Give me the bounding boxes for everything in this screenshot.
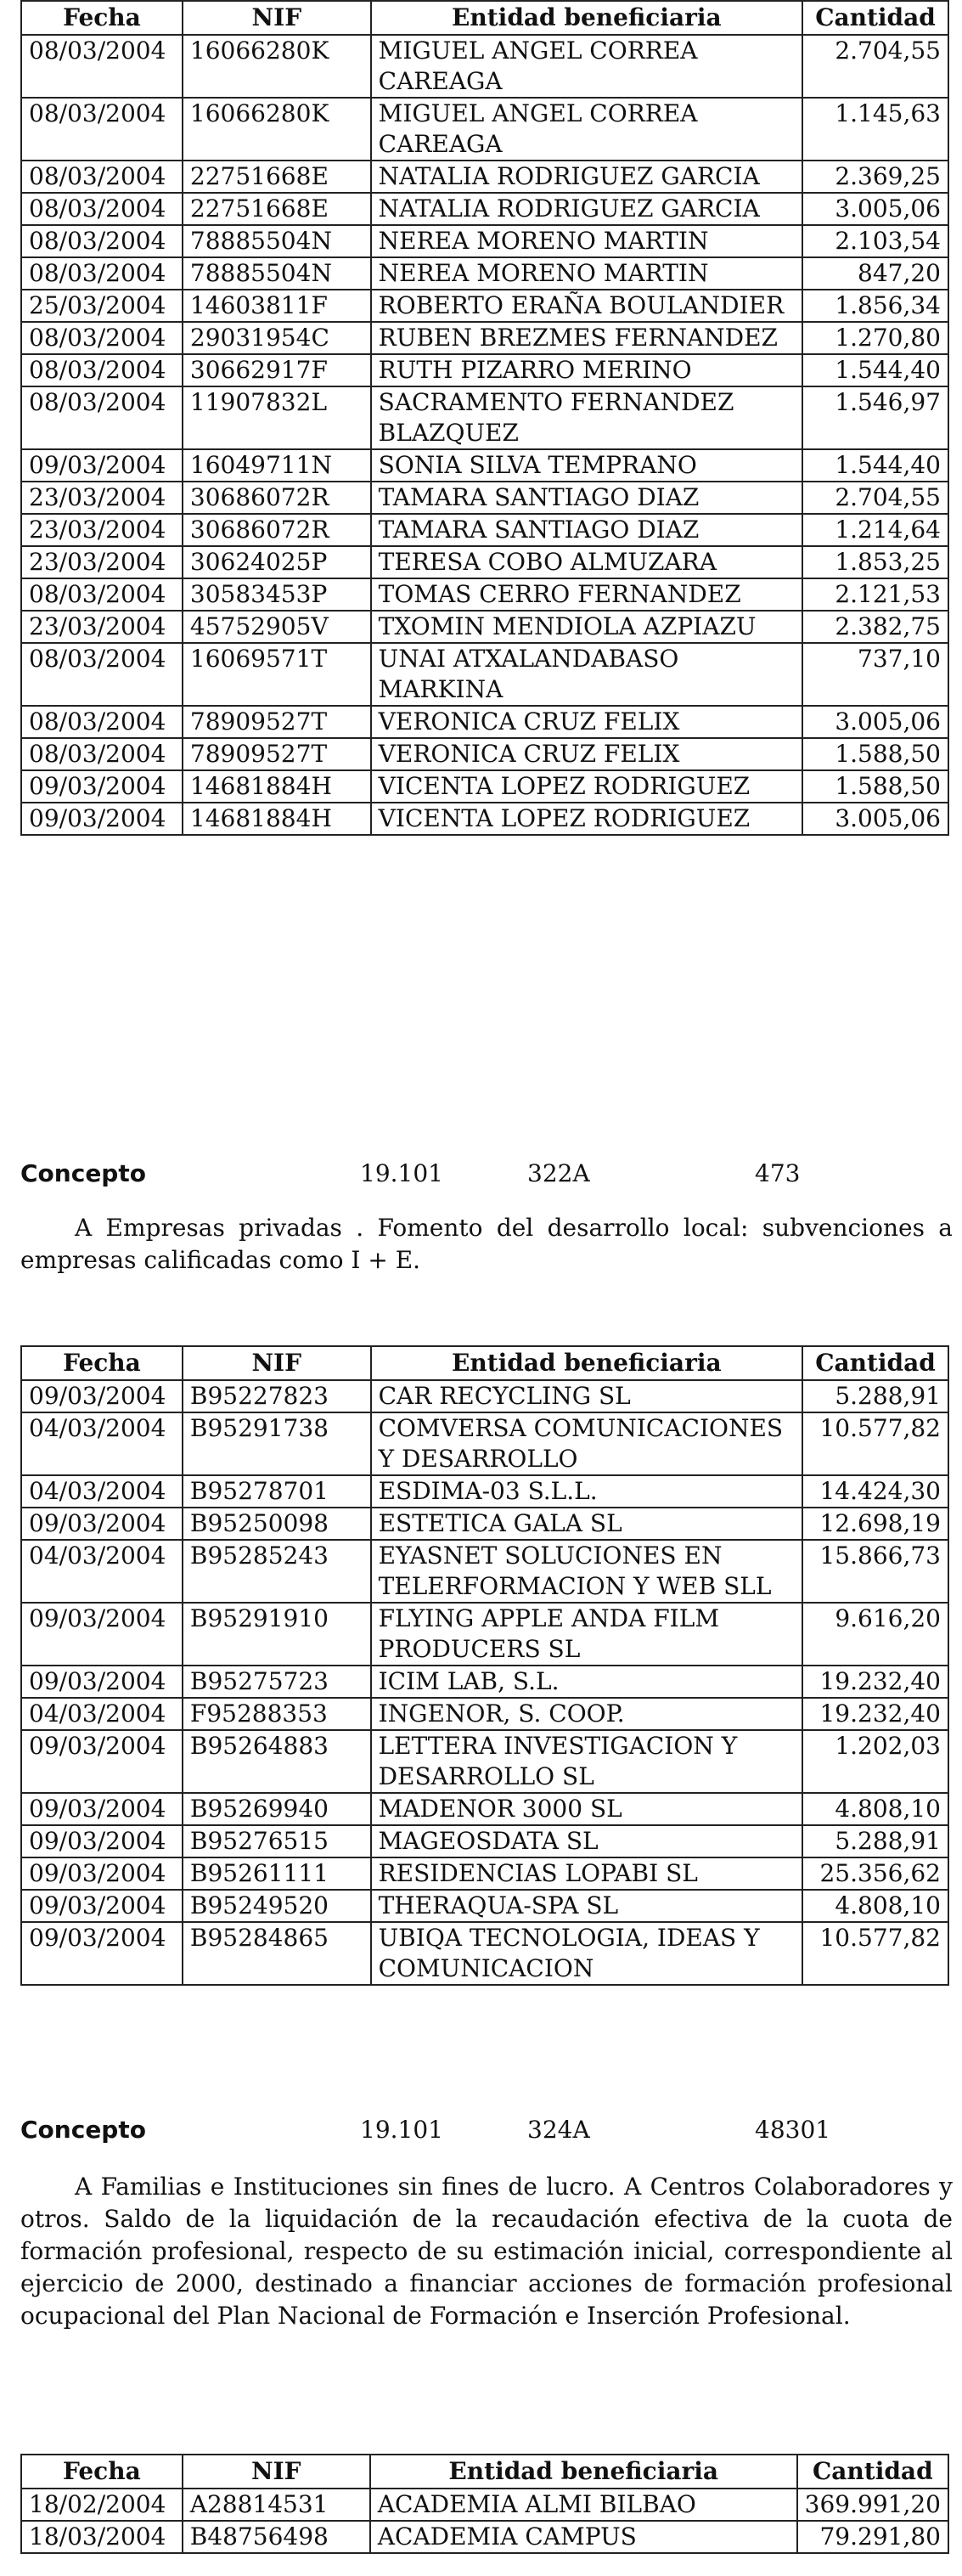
concepto-code-program: 322A	[527, 1159, 590, 1187]
cell-nif: 22751668E	[183, 193, 371, 225]
concepto-label: Concepto	[20, 1159, 146, 1187]
header-nif: NIF	[183, 1346, 371, 1380]
cell-entidad: FLYING APPLE ANDA FILM PRODUCERS SL	[371, 1603, 802, 1666]
concepto-description-1: A Empresas privadas . Fomento del desarrollo local: subvenciones a empresas calificadas como I + E.	[20, 1214, 953, 1274]
cell-fecha: 09/03/2004	[21, 1380, 183, 1412]
table-row	[21, 2521, 948, 2553]
cell-entidad: ESDIMA-03 S.L.L.	[371, 1475, 802, 1508]
cell-entidad: TERESA COBO ALMUZARA	[371, 546, 802, 578]
cell-entidad: ACADEMIA CAMPUS	[370, 2521, 797, 2553]
cell-nif: 14681884H	[183, 803, 371, 835]
table-row	[21, 482, 948, 514]
beneficiaries-table-1	[20, 0, 949, 836]
cell-entidad: TXOMIN MENDIOLA AZPIAZU	[371, 611, 802, 643]
header-cantidad: Cantidad	[802, 1346, 948, 1380]
concepto-code-item: 473	[755, 1159, 801, 1187]
header-cantidad: Cantidad	[797, 2455, 948, 2489]
header-nif: NIF	[183, 2455, 370, 2489]
concepto-code-section: 19.101	[360, 1159, 443, 1187]
header-fecha: Fecha	[21, 1346, 183, 1380]
table-row	[21, 546, 948, 578]
concepto-code-item: 48301	[755, 2116, 831, 2144]
cell-fecha: 08/03/2004	[21, 161, 183, 193]
cell-fecha: 23/03/2004	[21, 546, 183, 578]
cell-cantidad: 1.214,64	[802, 514, 948, 546]
table-row	[21, 1475, 948, 1508]
cell-nif: 78909527T	[183, 706, 371, 738]
cell-nif: 14681884H	[183, 770, 371, 803]
table-row	[21, 193, 948, 225]
table-row	[21, 1540, 948, 1603]
cell-nif: 78885504N	[183, 225, 371, 257]
cell-entidad: NEREA MORENO MARTIN	[371, 225, 802, 257]
cell-cantidad: 1.202,03	[802, 1730, 948, 1793]
table-body	[21, 35, 948, 835]
cell-nif: B95249520	[183, 1890, 371, 1922]
cell-nif: 30686072R	[183, 514, 371, 546]
table-row	[21, 1508, 948, 1540]
cell-entidad: ACADEMIA ALMI BILBAO	[370, 2489, 797, 2521]
cell-cantidad: 10.577,82	[802, 1412, 948, 1475]
concepto-label: Concepto	[20, 2116, 146, 2144]
cell-nif: 22751668E	[183, 161, 371, 193]
header-fecha: Fecha	[21, 2455, 183, 2489]
cell-nif: 45752905V	[183, 611, 371, 643]
cell-nif: 30686072R	[183, 482, 371, 514]
cell-cantidad: 737,10	[802, 643, 948, 706]
cell-entidad: SONIA SILVA TEMPRANO	[371, 449, 802, 482]
cell-entidad: COMVERSA COMUNICACIONES Y DESARROLLO	[371, 1412, 802, 1475]
cell-cantidad: 3.005,06	[802, 706, 948, 738]
cell-fecha: 25/03/2004	[21, 290, 183, 322]
cell-fecha: 23/03/2004	[21, 514, 183, 546]
cell-fecha: 09/03/2004	[21, 1922, 183, 1985]
cell-nif: B95261111	[183, 1857, 371, 1890]
table-row	[21, 354, 948, 386]
cell-entidad: INGENOR, S. COOP.	[371, 1698, 802, 1730]
table-row	[21, 738, 948, 770]
cell-nif: 16069571T	[183, 643, 371, 706]
cell-cantidad: 10.577,82	[802, 1922, 948, 1985]
cell-nif: 78909527T	[183, 738, 371, 770]
cell-cantidad: 5.288,91	[802, 1825, 948, 1857]
table-row	[21, 578, 948, 611]
cell-entidad: THERAQUA-SPA SL	[371, 1890, 802, 1922]
cell-cantidad: 2.704,55	[802, 482, 948, 514]
table-row	[21, 161, 948, 193]
cell-fecha: 09/03/2004	[21, 1666, 183, 1698]
table-row	[21, 257, 948, 290]
cell-cantidad: 3.005,06	[802, 803, 948, 835]
cell-cantidad: 12.698,19	[802, 1508, 948, 1540]
beneficiaries-table-3	[20, 2454, 949, 2554]
cell-fecha: 08/03/2004	[21, 98, 183, 161]
cell-cantidad: 19.232,40	[802, 1698, 948, 1730]
concepto-description-2: A Familias e Instituciones sin fines de lucro. A Centros Colaboradores y otros. Saldo de la liquidación de la recaudación efectiva de la cuota de formación profesional, respecto de su estimación inicial, correspondiente al ejercicio de 2000, destinado a financiar acciones de formación profesional ocupacional del Plan Nacional de Formación e Inserción Profesional.	[20, 2173, 953, 2330]
cell-cantidad: 5.288,91	[802, 1380, 948, 1412]
cell-cantidad: 3.005,06	[802, 193, 948, 225]
cell-fecha: 18/03/2004	[21, 2521, 183, 2553]
table-row	[21, 449, 948, 482]
cell-entidad: UBIQA TECNOLOGIA, IDEAS Y COMUNICACION	[371, 1922, 802, 1985]
cell-entidad: TAMARA SANTIAGO DIAZ	[371, 514, 802, 546]
cell-cantidad: 1.856,34	[802, 290, 948, 322]
cell-nif: A28814531	[183, 2489, 370, 2521]
cell-fecha: 09/03/2004	[21, 1857, 183, 1890]
cell-entidad: ESTETICA GALA SL	[371, 1508, 802, 1540]
header-entidad: Entidad beneficiaria	[371, 1346, 802, 1380]
cell-cantidad: 847,20	[802, 257, 948, 290]
cell-nif: B95276515	[183, 1825, 371, 1857]
cell-fecha: 08/03/2004	[21, 193, 183, 225]
cell-cantidad: 79.291,80	[797, 2521, 948, 2553]
cell-fecha: 08/03/2004	[21, 354, 183, 386]
header-entidad: Entidad beneficiaria	[370, 2455, 797, 2489]
cell-fecha: 09/03/2004	[21, 1508, 183, 1540]
cell-entidad: VICENTA LOPEZ RODRIGUEZ	[371, 803, 802, 835]
cell-nif: B95285243	[183, 1540, 371, 1603]
cell-entidad: VERONICA CRUZ FELIX	[371, 738, 802, 770]
cell-cantidad: 1.544,40	[802, 449, 948, 482]
cell-fecha: 09/03/2004	[21, 1793, 183, 1825]
cell-nif: 16066280K	[183, 35, 371, 98]
cell-fecha: 04/03/2004	[21, 1412, 183, 1475]
cell-fecha: 08/03/2004	[21, 578, 183, 611]
cell-entidad: ROBERTO ERAÑA BOULANDIER	[371, 290, 802, 322]
cell-nif: B95278701	[183, 1475, 371, 1508]
cell-nif: 16049711N	[183, 449, 371, 482]
cell-cantidad: 2.704,55	[802, 35, 948, 98]
table-row	[21, 1412, 948, 1475]
cell-fecha: 08/03/2004	[21, 225, 183, 257]
cell-nif: B95291738	[183, 1412, 371, 1475]
table-row	[21, 1922, 948, 1985]
cell-nif: B95264883	[183, 1730, 371, 1793]
cell-cantidad: 369.991,20	[797, 2489, 948, 2521]
cell-fecha: 09/03/2004	[21, 449, 183, 482]
cell-cantidad: 14.424,30	[802, 1475, 948, 1508]
cell-fecha: 09/03/2004	[21, 1730, 183, 1793]
cell-entidad: ICIM LAB, S.L.	[371, 1666, 802, 1698]
cell-fecha: 09/03/2004	[21, 1890, 183, 1922]
cell-fecha: 18/02/2004	[21, 2489, 183, 2521]
concepto-code-program: 324A	[527, 2116, 590, 2144]
table-row	[21, 98, 948, 161]
cell-fecha: 09/03/2004	[21, 1603, 183, 1666]
table-row	[21, 514, 948, 546]
table-row	[21, 386, 948, 449]
cell-fecha: 09/03/2004	[21, 1825, 183, 1857]
header-fecha: Fecha	[21, 1, 183, 35]
cell-entidad: RESIDENCIAS LOPABI SL	[371, 1857, 802, 1890]
table-header-row	[21, 1, 948, 35]
cell-fecha: 08/03/2004	[21, 738, 183, 770]
table-row	[21, 706, 948, 738]
table-header-row	[21, 1346, 948, 1380]
cell-entidad: NATALIA RODRIGUEZ GARCIA	[371, 161, 802, 193]
table-header-row	[21, 2455, 948, 2489]
cell-nif: B48756498	[183, 2521, 370, 2553]
cell-nif: B95227823	[183, 1380, 371, 1412]
cell-fecha: 04/03/2004	[21, 1475, 183, 1508]
cell-fecha: 08/03/2004	[21, 643, 183, 706]
table-row	[21, 643, 948, 706]
cell-entidad: MIGUEL ANGEL CORREA CAREAGA	[371, 98, 802, 161]
table-row	[21, 35, 948, 98]
cell-fecha: 04/03/2004	[21, 1540, 183, 1603]
cell-fecha: 08/03/2004	[21, 257, 183, 290]
cell-cantidad: 15.866,73	[802, 1540, 948, 1603]
cell-fecha: 08/03/2004	[21, 35, 183, 98]
table-row	[21, 1857, 948, 1890]
cell-fecha: 23/03/2004	[21, 482, 183, 514]
cell-entidad: LETTERA INVESTIGACION Y DESARROLLO SL	[371, 1730, 802, 1793]
cell-entidad: VICENTA LOPEZ RODRIGUEZ	[371, 770, 802, 803]
concepto-code-section: 19.101	[360, 2116, 443, 2144]
cell-entidad: TAMARA SANTIAGO DIAZ	[371, 482, 802, 514]
cell-nif: 30583453P	[183, 578, 371, 611]
table-row	[21, 1698, 948, 1730]
cell-entidad: MADENOR 3000 SL	[371, 1793, 802, 1825]
table-row	[21, 1793, 948, 1825]
cell-cantidad: 9.616,20	[802, 1603, 948, 1666]
cell-nif: B95269940	[183, 1793, 371, 1825]
cell-nif: 29031954C	[183, 322, 371, 354]
header-nif: NIF	[183, 1, 371, 35]
cell-fecha: 09/03/2004	[21, 803, 183, 835]
cell-entidad: RUBEN BREZMES FERNANDEZ	[371, 322, 802, 354]
cell-cantidad: 1.853,25	[802, 546, 948, 578]
cell-nif: B95284865	[183, 1922, 371, 1985]
cell-cantidad: 1.145,63	[802, 98, 948, 161]
cell-nif: 30624025P	[183, 546, 371, 578]
cell-entidad: EYASNET SOLUCIONES EN TELERFORMACION Y WEB SLL	[371, 1540, 802, 1603]
cell-fecha: 23/03/2004	[21, 611, 183, 643]
table-row	[21, 1730, 948, 1793]
cell-fecha: 09/03/2004	[21, 770, 183, 803]
cell-fecha: 08/03/2004	[21, 706, 183, 738]
cell-cantidad: 2.103,54	[802, 225, 948, 257]
table-row	[21, 770, 948, 803]
cell-entidad: MIGUEL ANGEL CORREA CAREAGA	[371, 35, 802, 98]
cell-nif: 78885504N	[183, 257, 371, 290]
table-row	[21, 611, 948, 643]
table-body	[21, 1380, 948, 1985]
table-row	[21, 1666, 948, 1698]
cell-entidad: RUTH PIZARRO MERINO	[371, 354, 802, 386]
cell-entidad: NATALIA RODRIGUEZ GARCIA	[371, 193, 802, 225]
table-row	[21, 1603, 948, 1666]
table-row	[21, 290, 948, 322]
cell-cantidad: 1.544,40	[802, 354, 948, 386]
table-row	[21, 225, 948, 257]
cell-nif: 16066280K	[183, 98, 371, 161]
table-row	[21, 322, 948, 354]
cell-entidad: SACRAMENTO FERNANDEZ BLAZQUEZ	[371, 386, 802, 449]
table-row	[21, 2489, 948, 2521]
table-row	[21, 803, 948, 835]
cell-entidad: TOMAS CERRO FERNANDEZ	[371, 578, 802, 611]
cell-nif: B95291910	[183, 1603, 371, 1666]
cell-cantidad: 1.588,50	[802, 738, 948, 770]
table-row	[21, 1825, 948, 1857]
cell-cantidad: 4.808,10	[802, 1890, 948, 1922]
cell-entidad: NEREA MORENO MARTIN	[371, 257, 802, 290]
cell-entidad: UNAI ATXALANDABASO MARKINA	[371, 643, 802, 706]
table-row	[21, 1380, 948, 1412]
cell-nif: 11907832L	[183, 386, 371, 449]
cell-cantidad: 2.121,53	[802, 578, 948, 611]
cell-cantidad: 19.232,40	[802, 1666, 948, 1698]
cell-cantidad: 1.270,80	[802, 322, 948, 354]
cell-fecha: 08/03/2004	[21, 322, 183, 354]
cell-fecha: 08/03/2004	[21, 386, 183, 449]
cell-cantidad: 2.369,25	[802, 161, 948, 193]
cell-cantidad: 25.356,62	[802, 1857, 948, 1890]
cell-cantidad: 1.588,50	[802, 770, 948, 803]
cell-nif: 30662917F	[183, 354, 371, 386]
cell-nif: B95250098	[183, 1508, 371, 1540]
header-cantidad: Cantidad	[802, 1, 948, 35]
cell-nif: 14603811F	[183, 290, 371, 322]
cell-cantidad: 2.382,75	[802, 611, 948, 643]
beneficiaries-table-2	[20, 1345, 949, 1986]
table-row	[21, 1890, 948, 1922]
cell-entidad: VERONICA CRUZ FELIX	[371, 706, 802, 738]
cell-entidad: CAR RECYCLING SL	[371, 1380, 802, 1412]
cell-nif: B95275723	[183, 1666, 371, 1698]
table-body	[21, 2489, 948, 2553]
cell-entidad: MAGEOSDATA SL	[371, 1825, 802, 1857]
cell-cantidad: 1.546,97	[802, 386, 948, 449]
cell-nif: F95288353	[183, 1698, 371, 1730]
cell-cantidad: 4.808,10	[802, 1793, 948, 1825]
header-entidad: Entidad beneficiaria	[371, 1, 802, 35]
cell-fecha: 04/03/2004	[21, 1698, 183, 1730]
